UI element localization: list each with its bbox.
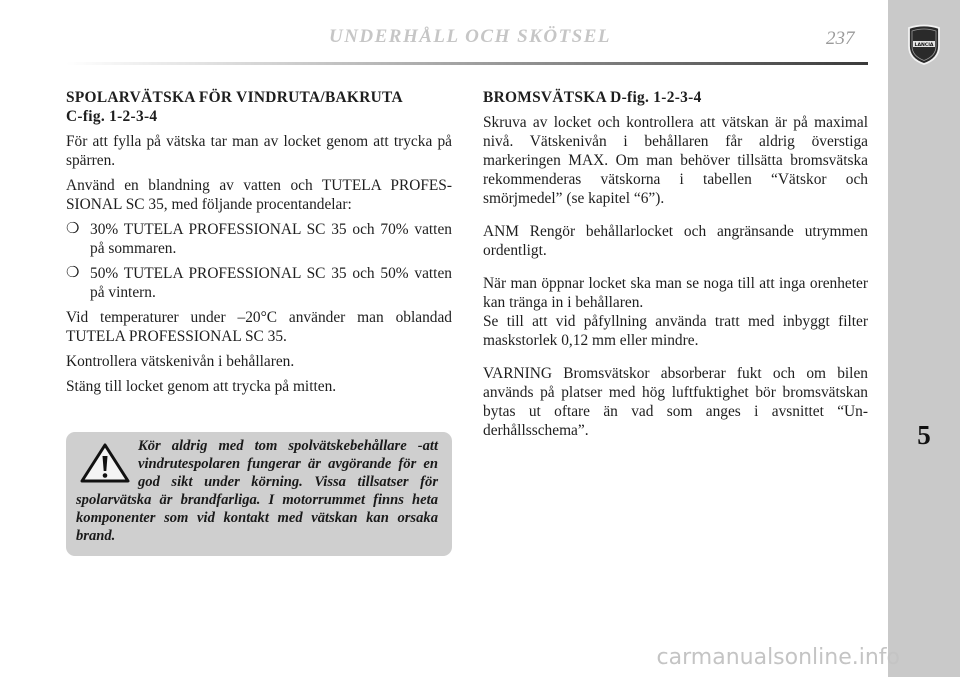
body-paragraph: Skruva av locket och kontrollera att vätskan är på maximal nivå. Vätskenivån i behållaren får aldrig överstiga markeringen MAX. Om man behöver tillsätta bromsvätska rekommenderas vätskorna i tabellen “Vätskor och smörjmedel” (se kapitel “6”). [483, 114, 868, 207]
section-title: UNDERHÅLL OCH SKÖTSEL [328, 26, 612, 47]
body-paragraph: För att fylla på vätska tar man av locket genom att trycka på spärren. [66, 133, 452, 169]
logo-text: LANCIA [914, 43, 934, 48]
heading-figure-ref: C-fig. 1-2-3-4 [66, 108, 158, 125]
header-divider [66, 62, 868, 65]
section-heading [66, 88, 452, 126]
body-paragraph: Se till att vid påfyllning använda tratt med inbyggt filter maskstorlek 0,12 mm eller mindre. [483, 313, 868, 349]
body-paragraph: VARNING Bromsvätskor absorberar fukt och om bilen används på platser med hög luftfuktighet bör bromsvätskan bytas ut oftare än vad som anges i avsnittet “Underhållsschema”. [483, 365, 868, 439]
list-item [66, 264, 452, 302]
list-item [66, 220, 452, 258]
warning-box [66, 432, 452, 556]
body-paragraph: Vid temperaturer under –20°C använder man oblandad TUTELA PROFESSIONAL SC 35. [66, 309, 452, 345]
spacer [483, 356, 868, 364]
bullet-circle-icon: ❍ [66, 265, 80, 281]
chapter-number: 5 [917, 420, 931, 450]
body-paragraph: ANM Rengör behållarlocket och angränsande utrymmen ordentligt. [483, 223, 868, 259]
list-item-text: 30% TUTELA PROFESSIONAL SC 35 och 70% vatten på sommaren. [90, 221, 452, 257]
right-column [483, 88, 868, 446]
page-number: 237 [826, 28, 855, 49]
chapter-sidebar [888, 0, 960, 677]
bullet-circle-icon: ❍ [66, 221, 80, 237]
lancia-logo-icon [905, 24, 943, 66]
body-paragraph: Använd en blandning av vatten och TUTELA PROFESSIONAL SC 35, med följande procentandelar: [66, 177, 452, 213]
watermark: carmanualsonline.info [656, 645, 900, 670]
body-paragraph: När man öppnar locket ska man se noga till att inga orenheter kan tränga in i behållaren. [483, 275, 868, 311]
list-item-text: 50% TUTELA PROFESSIONAL SC 35 och 50% vatten på vintern. [90, 265, 452, 301]
left-column [66, 88, 452, 402]
warning-text: Kör aldrig med tom spolvätskebehållare -att vindrutespolaren fungerar är avgörande för en god sikt under körning. Vissa tillsatser för spolarvätska är brandfarliga. I motorrummet finns heta komponenter som vid kontakt med vätskan kan orsaka brand. [76, 438, 438, 544]
heading-line: SPOLARVÄTSKA FÖR VINDRUTA/BAKRUTA [66, 89, 403, 106]
spacer [483, 266, 868, 274]
section-heading: BROMSVÄTSKA D-fig. 1-2-3-4 [483, 89, 702, 106]
warning-triangle-icon [80, 443, 130, 483]
spacer [483, 214, 868, 222]
body-paragraph: Stäng till locket genom att trycka på mitten. [66, 378, 337, 395]
body-paragraph: Kontrollera vätskenivån i behållaren. [66, 353, 295, 370]
